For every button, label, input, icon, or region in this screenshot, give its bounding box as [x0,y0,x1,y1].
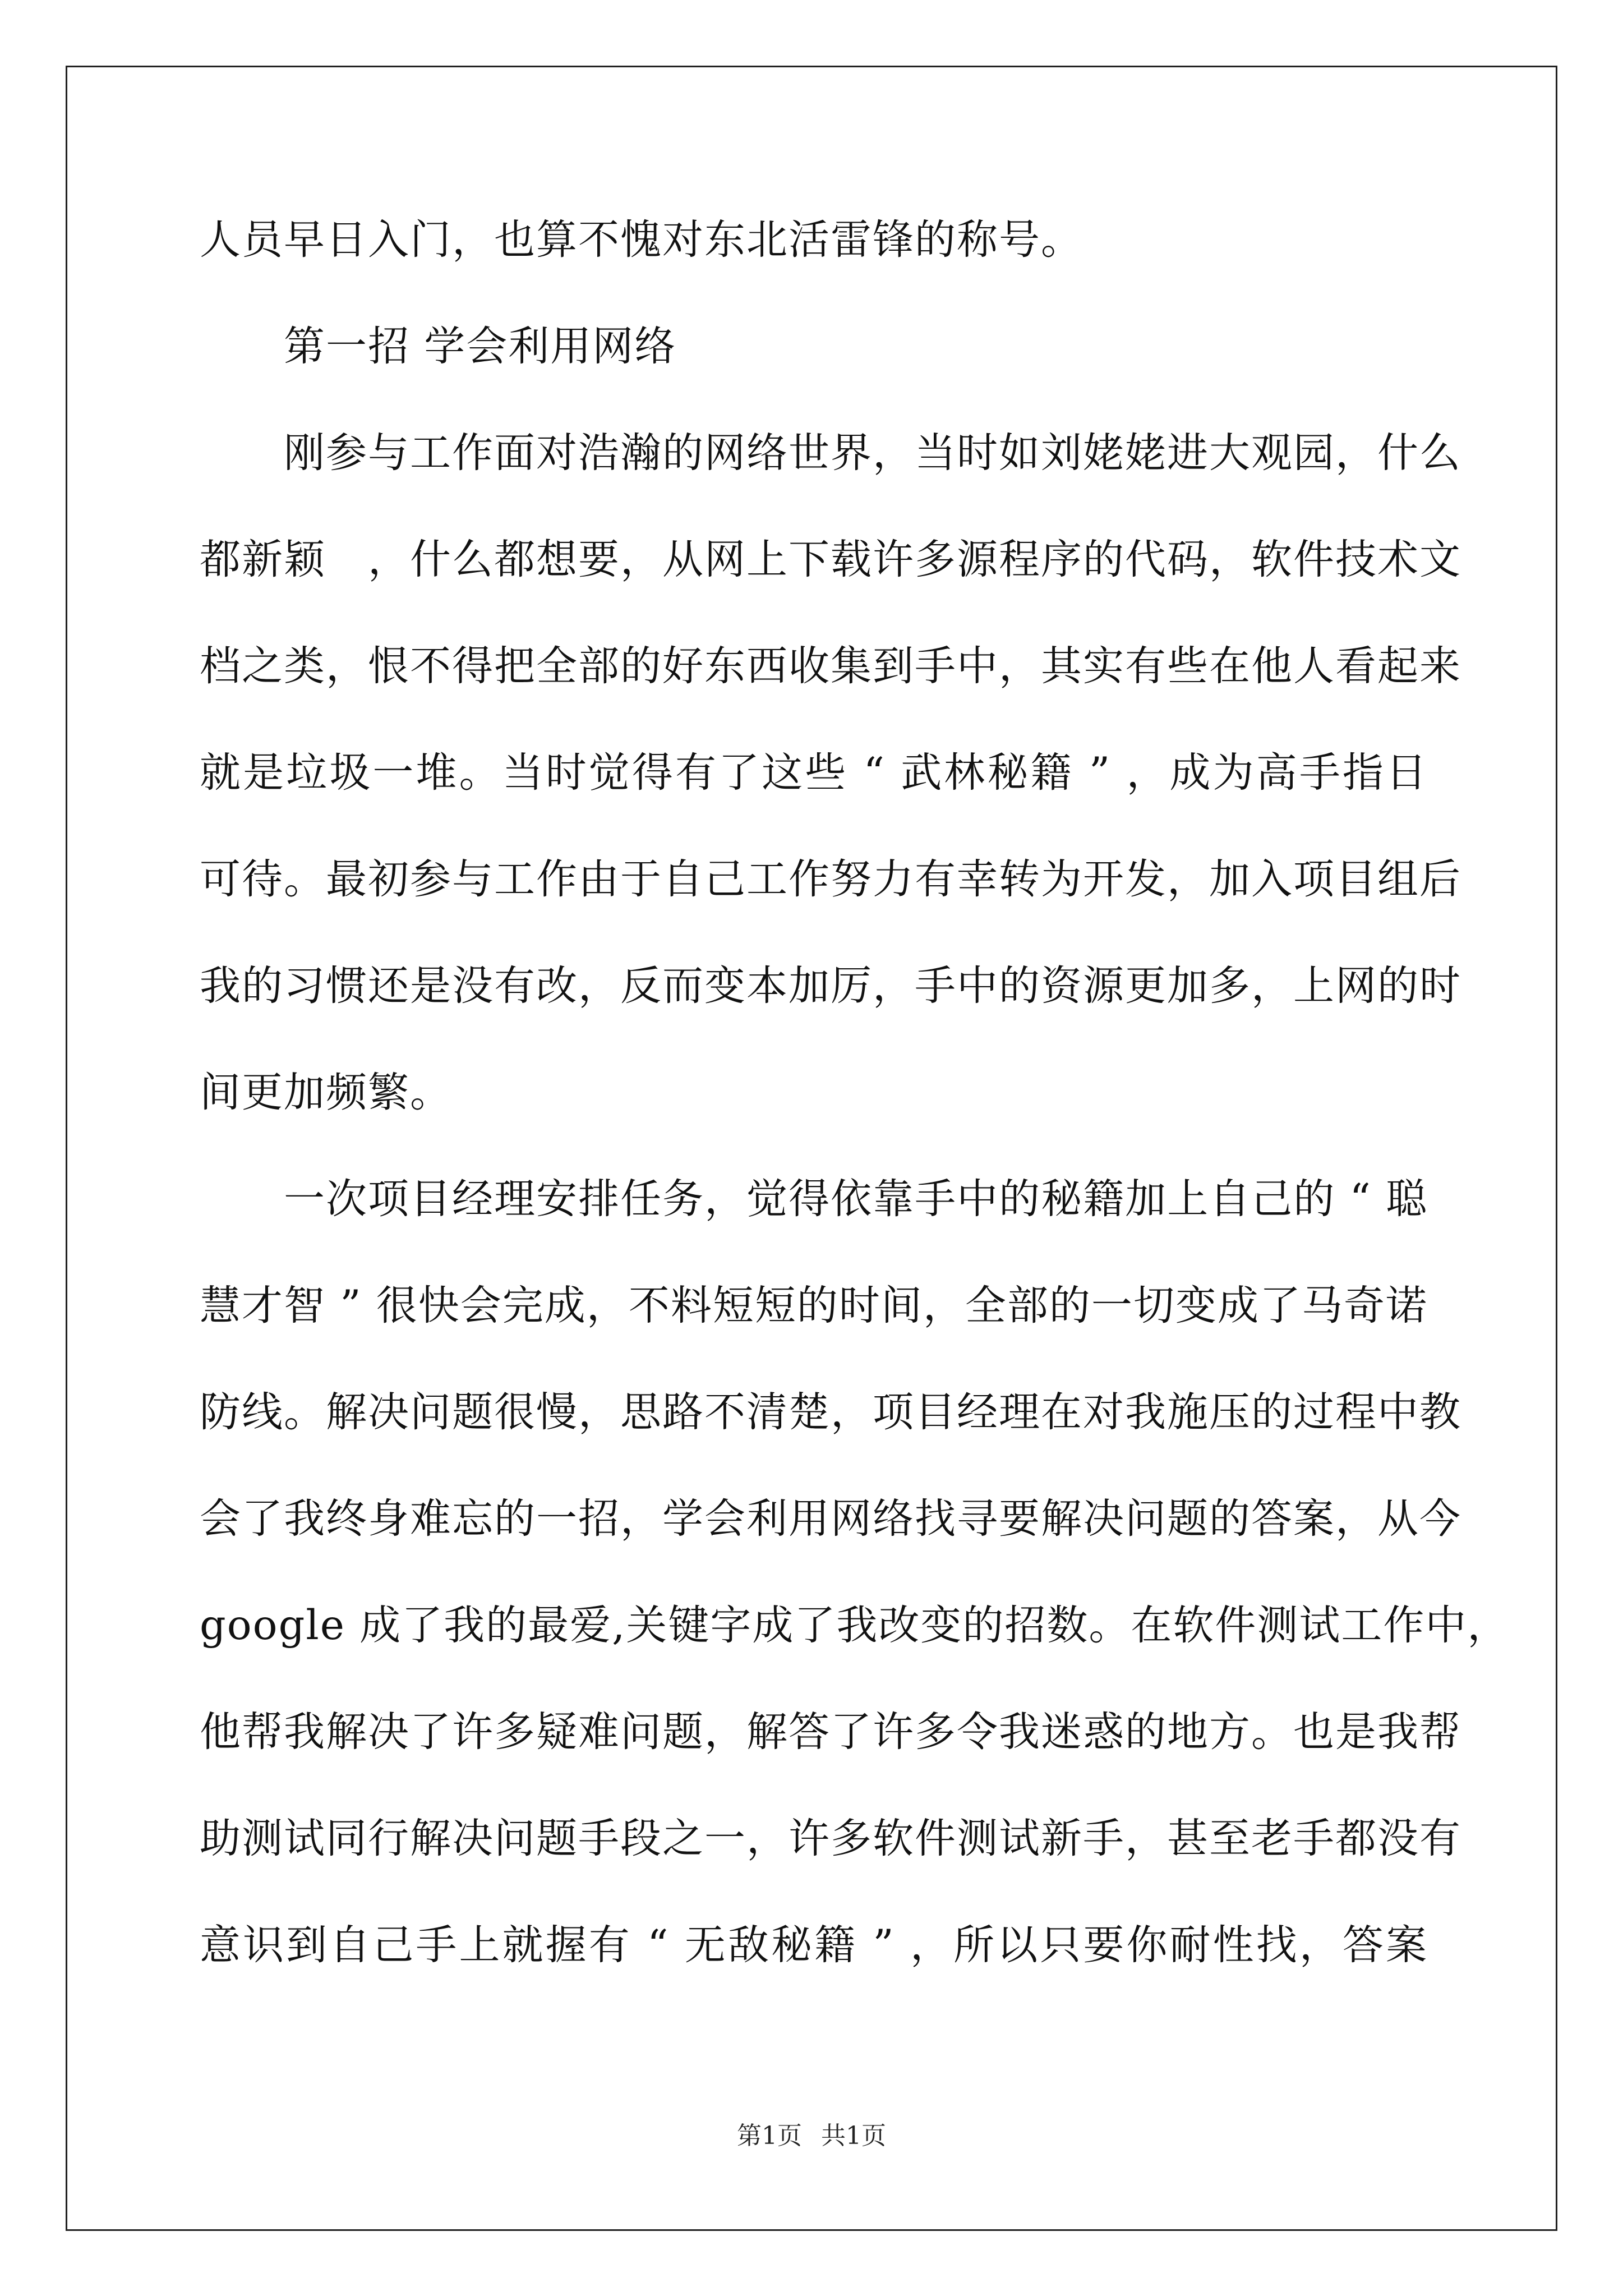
text-line-7: 可待。最初参与工作由于自己工作努力有幸转为开发，加入项目组后 [200,855,1461,903]
page-number: 第1页 [737,2122,802,2150]
text-line-3: 刚参与工作面对浩瀚的网络世界，当时如刘姥姥进大观园，什么 [284,429,1461,477]
page-total: 共1页 [821,2122,886,2150]
text-line-5: 档之类，恨不得把全部的好东西收集到手中，其实有些在他人看起来 [200,642,1461,690]
text-line-8: 我的习惯还是没有改，反而变本加厉，手中的资源更加多，上网的时 [200,962,1461,1010]
section-heading: 第一招 学会利用网络 [284,323,677,370]
text-line-16: 助测试同行解决问题手段之一，许多软件测试新手，甚至老手都没有 [200,1815,1461,1862]
page-border [66,66,1557,2231]
text-line-10: 一次项目经理安排任务，觉得依靠手中的秘籍加上自己的 “ 聪 [284,1175,1428,1223]
text-line-4: 都新颖 ，什么都想要，从网上下载许多源程序的代码，软件技术文 [200,536,1461,583]
text-line-6: 就是垃圾一堆。当时觉得有了这些 “ 武林秘籍 ” ，成为高手指日 [200,749,1428,797]
text-line-1: 人员早日入门，也算不愧对东北活雷锋的称号。 [200,216,1083,264]
text-line-11: 慧才智 ” 很快会完成，不料短短的时间，全部的一切变成了马奇诺 [200,1282,1428,1329]
text-line-15: 他帮我解决了许多疑难问题，解答了许多令我迷惑的地方。也是我帮 [200,1708,1461,1756]
text-line-9: 间更加频繁。 [200,1069,452,1116]
text-line-12: 防线。解决问题很慢，思路不清楚，项目经理在对我施压的过程中教 [200,1388,1461,1436]
text-line-13: 会了我终身难忘的一招，学会利用网络找寻要解决问题的答案，从今 [200,1495,1461,1543]
text-line-14: google 成了我的最爱,关键字成了我改变的招数。在软件测试工作中， [200,1602,1510,1649]
page-footer [0,2119,1623,2153]
text-line-17: 意识到自己手上就握有 “ 无敌秘籍 ” ，所以只要你耐性找，答案 [200,1921,1428,1969]
